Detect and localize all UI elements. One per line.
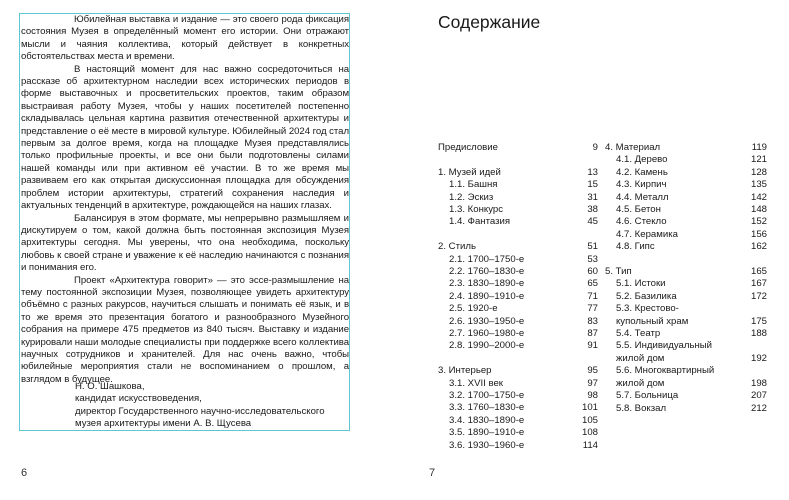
toc-entry-label: 4.6. Стекло: [616, 216, 667, 228]
toc-entry[interactable]: [438, 266, 598, 278]
toc-entry-label: 4.7. Керамика: [616, 228, 678, 240]
toc-entry[interactable]: [438, 440, 598, 452]
toc-entry-page: 198: [750, 377, 767, 389]
toc-entry-label: 3.5. 1890–1910-е: [449, 427, 525, 439]
toc-entry[interactable]: [438, 142, 598, 154]
toc-entry-page: 156: [750, 228, 767, 240]
toc-entry[interactable]: [605, 365, 767, 390]
toc-entry[interactable]: [605, 229, 767, 241]
toc-entry-page: 53: [587, 253, 598, 265]
toc-entry[interactable]: [438, 390, 598, 402]
paragraph: Юбилейная выставка и издание — это своего рода фиксация состояния Музея в определённый момент его истории. Они отражают мысли и чаяния коллектива, который действует в конкретных обстоятельствах места и времени.: [21, 14, 349, 63]
toc-entry[interactable]: [438, 241, 598, 253]
toc-entry-page: 9: [592, 142, 598, 153]
toc-entry-label: 1. Музей идей: [438, 166, 501, 178]
toc-entry-label: 1.4. Фантазия: [449, 216, 511, 228]
toc-entry[interactable]: [605, 390, 767, 402]
toc-entry-label: 3.6. 1930–1960-е: [449, 439, 525, 451]
toc-entry[interactable]: [438, 216, 598, 228]
toc-entry-label: 5.3. Крестово-купольный храм: [616, 303, 689, 327]
toc-entry[interactable]: [438, 340, 598, 352]
page-number-left: 6: [21, 467, 28, 479]
toc-entry[interactable]: [605, 278, 767, 290]
toc-entry-label: 5. Тип: [605, 266, 632, 278]
toc-entry[interactable]: [438, 316, 598, 328]
toc-entry[interactable]: [605, 204, 767, 216]
toc-entry-label: 1.1. Башня: [449, 179, 498, 191]
signature: [75, 381, 375, 431]
toc-entry-page: 91: [587, 340, 598, 352]
toc-entry-label: 3.3. 1760–1830-е: [449, 402, 525, 414]
toc-entry-label: 1.2. Эскиз: [449, 191, 494, 203]
toc-entry-page: 83: [587, 315, 598, 327]
toc-entry-label: 4. Материал: [605, 142, 661, 153]
toc-entry[interactable]: [438, 365, 598, 377]
toc-entry-page: 119: [751, 142, 767, 153]
toc-entry[interactable]: [605, 403, 767, 415]
toc-entry[interactable]: [605, 216, 767, 228]
toc-entry-page: 128: [750, 166, 767, 178]
toc-entry-label: 4.2. Камень: [616, 166, 668, 178]
toc-entry-page: 15: [587, 179, 598, 191]
toc-entry[interactable]: [438, 192, 598, 204]
toc-entry-page: 212: [750, 402, 767, 414]
toc-entry[interactable]: [605, 328, 767, 340]
toc-entry-page: 95: [587, 365, 598, 377]
toc-entry[interactable]: [605, 303, 767, 328]
toc-entry-page: 192: [750, 352, 767, 364]
toc-section: [605, 266, 767, 415]
toc-entry-page: 175: [750, 315, 767, 327]
signature-name: Н. О. Шашкова,: [75, 381, 145, 392]
toc-entry-page: 13: [587, 166, 598, 178]
toc-entry-page: 98: [587, 390, 598, 402]
toc-entry-page: 152: [750, 216, 767, 228]
toc-entry[interactable]: [438, 254, 598, 266]
toc-column-left: [438, 142, 598, 465]
toc-entry-page: 87: [587, 328, 598, 340]
page-title: Содержание: [438, 12, 541, 32]
page-number-right: 7: [429, 467, 436, 479]
toc-entry-page: 77: [587, 303, 598, 315]
toc-section: [605, 142, 767, 254]
signature-position: директор Государственного научно-исследовательского: [75, 405, 325, 417]
toc-entry[interactable]: [438, 204, 598, 216]
toc-entry-label: 2.7. 1960–1980-е: [449, 328, 525, 340]
toc-entry[interactable]: [605, 167, 767, 179]
foreword-text: [21, 14, 349, 386]
paragraph: Балансируя в этом формате, мы непрерывно размышляем и дискутируем о том, какой должна быть постоянная экспозиция Музея архитектуры сегодня. Мы уверены, что она необходима, поскольку любовь к своей стране и уважение к её наследию начинаются с познания и понимания его.: [21, 212, 349, 274]
signature-degree: кандидат искусствоведения,: [75, 393, 202, 405]
toc-entry[interactable]: [438, 378, 598, 390]
toc-entry-page: 97: [587, 377, 598, 389]
toc-entry-label: 4.1. Дерево: [616, 154, 668, 166]
toc-entry-page: 172: [750, 290, 767, 302]
toc-entry-label: 3.4. 1830–1890-е: [449, 414, 525, 426]
toc-entry[interactable]: [438, 278, 598, 290]
toc-entry[interactable]: [605, 142, 767, 154]
toc-entry-page: 207: [750, 390, 767, 402]
toc-entry-label: 2.5. 1920-е: [449, 303, 498, 315]
toc-entry-label: 5.5. Индивидуальный жилой дом: [616, 340, 713, 364]
toc-entry[interactable]: [438, 328, 598, 340]
toc-entry[interactable]: [438, 427, 598, 439]
toc-entry[interactable]: [605, 291, 767, 303]
toc-entry[interactable]: [605, 179, 767, 191]
toc-entry-page: 101: [581, 402, 598, 414]
toc-entry-page: 162: [750, 241, 767, 253]
toc-entry-label: 5.6. Многоквартирный жилой дом: [616, 365, 715, 389]
toc-entry-page: 60: [587, 266, 598, 278]
toc-entry-page: 148: [750, 204, 767, 216]
paragraph: В настоящий момент для нас важно сосредоточиться на рассказе об архитектурном наследии всех исторических периодов в форме выставочных и просветительских проектов, таким образом выстраивая работу Музея, чтобы у наших посетителей постепенно складывалась цельная картина развития отечественной архитектуры и представление о её месте в мировой культуре. Юбилейный 2024 год стал первым за долгое время, когда на площадке Музея представлялись только профильные проекты, и все они были подготовлены силами нашей команды или при активном её участии. В то же время мы развиваем его как открытая дискуссионная площадка для обсуждения проблем истории архитектуры, стратегий сохранения наследия и актуальных тенденций в архитектуре, рождающейся на наших глазах.: [21, 63, 349, 212]
toc-entry-page: 114: [582, 439, 598, 451]
toc-entry-label: 5.7. Больница: [616, 390, 679, 402]
toc-entry-page: 188: [750, 328, 767, 340]
toc-entry-page: 45: [587, 216, 598, 228]
toc-entry-page: 135: [750, 179, 767, 191]
toc-entry[interactable]: [605, 154, 767, 166]
toc-entry-label: 5.1. Истоки: [616, 278, 666, 290]
toc-entry-label: 3.1. XVII век: [449, 377, 503, 389]
toc-entry-page: 165: [750, 266, 767, 278]
toc-entry-label: 2.2. 1760–1830-е: [449, 266, 525, 278]
toc-entry-label: 2.1. 1700–1750-е: [449, 253, 525, 265]
toc-entry-label: 3. Интерьер: [438, 365, 492, 377]
toc-entry-label: 4.5. Бетон: [616, 204, 661, 216]
toc-entry-page: 167: [750, 278, 767, 290]
toc-column-right: [605, 142, 767, 427]
toc-entry[interactable]: [605, 340, 767, 365]
toc-entry-label: 2.8. 1990–2000-е: [449, 340, 525, 352]
toc-entry[interactable]: [438, 415, 598, 427]
toc-entry-page: 31: [587, 191, 598, 203]
toc-entry-label: 2.3. 1830–1890-е: [449, 278, 525, 290]
toc-entry[interactable]: [438, 167, 598, 179]
toc-entry[interactable]: [438, 402, 598, 414]
toc-entry-label: 1.3. Конкурс: [449, 204, 504, 216]
toc-entry-label: Предисловие: [438, 142, 498, 153]
toc-entry[interactable]: [438, 179, 598, 191]
toc-section: [438, 241, 598, 353]
signature-position: музея архитектуры имени А. В. Щусева: [75, 418, 252, 430]
toc-section: [438, 365, 598, 452]
toc-entry-label: 4.4. Металл: [616, 191, 669, 203]
toc-entry-label: 4.3. Кирпич: [616, 179, 667, 191]
paragraph: Проект «Архитектура говорит» — это эссе-размышление на тему постоянной экспозиции Музея, позволяющее увидеть архитектуру объёмно с разных ракурсов, научиться слышать и понимать её язык, и в то же время это презентация богатого и разнообразного Музейного собрания на примере 475 предметов из 840 тысяч. Выставку и издание курировали наши молодые специалисты при поддержке всего коллектива научных сотрудников и хранителей. Для нас очень важно, чтобы юбилейные мероприятия стали не воспоминанием о прошлом, а взглядом в будущее.: [21, 274, 349, 385]
toc-entry-page: 108: [581, 427, 598, 439]
toc-entry-label: 2.4. 1890–1910-е: [449, 290, 525, 302]
toc-entry[interactable]: [605, 266, 767, 278]
toc-section: [438, 167, 598, 229]
toc-entry[interactable]: [438, 291, 598, 303]
toc-entry-label: 3.2. 1700–1750-е: [449, 390, 525, 402]
toc-entry-page: 65: [587, 278, 598, 290]
toc-entry-page: 38: [587, 204, 598, 216]
toc-entry-page: 142: [750, 191, 767, 203]
toc-entry-page: 71: [587, 290, 598, 302]
toc-entry-page: 51: [587, 241, 598, 253]
toc-entry-label: 5.2. Базилика: [616, 290, 677, 302]
toc-entry-label: 2.6. 1930–1950-е: [449, 315, 525, 327]
toc-entry-label: 5.4. Театр: [616, 328, 661, 340]
toc-section: [438, 142, 598, 154]
toc-entry-label: 2. Стиль: [438, 241, 476, 253]
toc-entry-page: 121: [750, 154, 767, 166]
toc-entry[interactable]: [605, 241, 767, 253]
toc-entry-page: 105: [581, 414, 598, 426]
toc-entry-label: 4.8. Гипс: [616, 241, 655, 253]
toc-entry-label: 5.8. Вокзал: [616, 402, 667, 414]
toc-entry[interactable]: [605, 192, 767, 204]
toc-entry[interactable]: [438, 303, 598, 315]
